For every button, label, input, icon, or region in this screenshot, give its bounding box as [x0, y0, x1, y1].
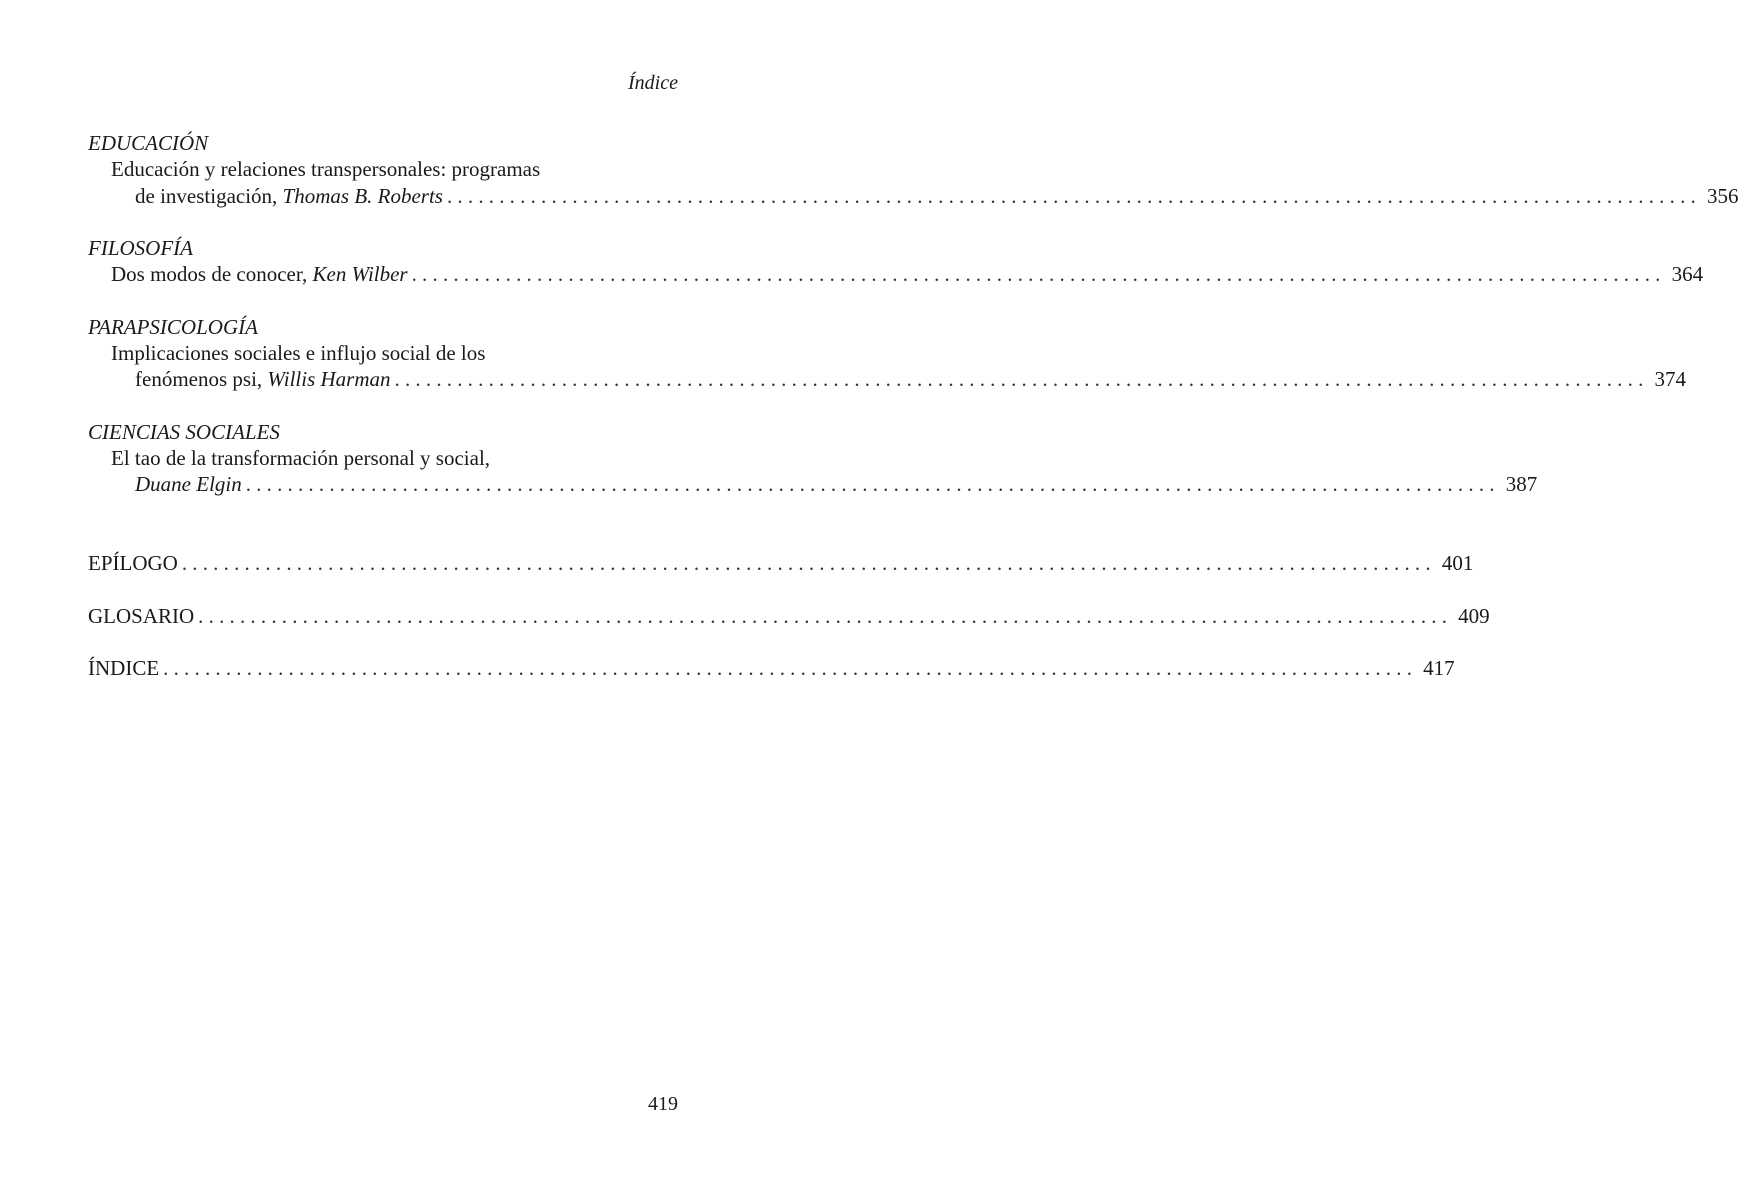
toc-entry-epilogo	[88, 550, 1474, 576]
toc-entry	[135, 471, 1538, 497]
toc-entry-label: GLOSARIO	[88, 604, 195, 628]
dot-leader: ........................................................................................................................	[198, 604, 1453, 628]
toc-entry	[135, 366, 1687, 392]
toc-page	[88, 0, 1738, 1182]
toc-entry-text: fenómenos psi, Willis Harman	[135, 367, 391, 391]
page-number: 387	[1505, 472, 1538, 496]
toc-entry-indice	[88, 655, 1455, 681]
dot-leader: ........................................................................................................................	[245, 472, 1500, 496]
folio-page-number: 419	[648, 1093, 678, 1115]
toc-entry	[135, 183, 1738, 209]
dot-leader: ........................................................................................................................	[181, 551, 1436, 575]
toc-entry-line: El tao de la transformación personal y social,	[111, 446, 491, 470]
toc-entry	[111, 261, 1704, 287]
toc-entry-label: EPÍLOGO	[88, 551, 178, 575]
dot-leader: ........................................................................................................................	[394, 367, 1649, 391]
author-name: Thomas B. Roberts	[282, 184, 443, 208]
page-number: 401	[1441, 551, 1474, 575]
section-heading-educacion: EDUCACIÓN	[88, 131, 209, 155]
toc-entry-glosario	[88, 603, 1490, 629]
author-name: Duane Elgin	[135, 472, 242, 496]
page-number: 409	[1458, 604, 1490, 628]
author-name: Willis Harman	[267, 367, 391, 391]
section-heading-ciencias-sociales: CIENCIAS SOCIALES	[88, 420, 280, 444]
author-name: Ken Wilber	[312, 262, 408, 286]
section-heading-filosofia: FILOSOFÍA	[88, 236, 193, 260]
toc-entry-line: Implicaciones sociales e influjo social de los	[111, 341, 486, 365]
dot-leader: ........................................................................................................................	[446, 184, 1701, 208]
toc-entry-text: Dos modos de conocer, Ken Wilber	[111, 262, 408, 286]
toc-entry-text: de investigación, Thomas B. Roberts	[135, 184, 443, 208]
section-heading-parapsicologia: PARAPSICOLOGÍA	[88, 315, 258, 339]
dot-leader: ........................................................................................................................	[411, 262, 1666, 286]
toc-entry-text	[135, 471, 242, 497]
page-number: 417	[1423, 656, 1455, 680]
dot-leader: ........................................................................................................................	[163, 656, 1418, 680]
toc-entry-label: ÍNDICE	[88, 656, 160, 680]
page-number: 374	[1654, 367, 1687, 391]
running-header: Índice	[628, 72, 678, 94]
page-number: 364	[1671, 262, 1704, 286]
toc-entry-line: Educación y relaciones transpersonales: programas	[111, 157, 541, 181]
page-number: 356	[1706, 184, 1738, 208]
